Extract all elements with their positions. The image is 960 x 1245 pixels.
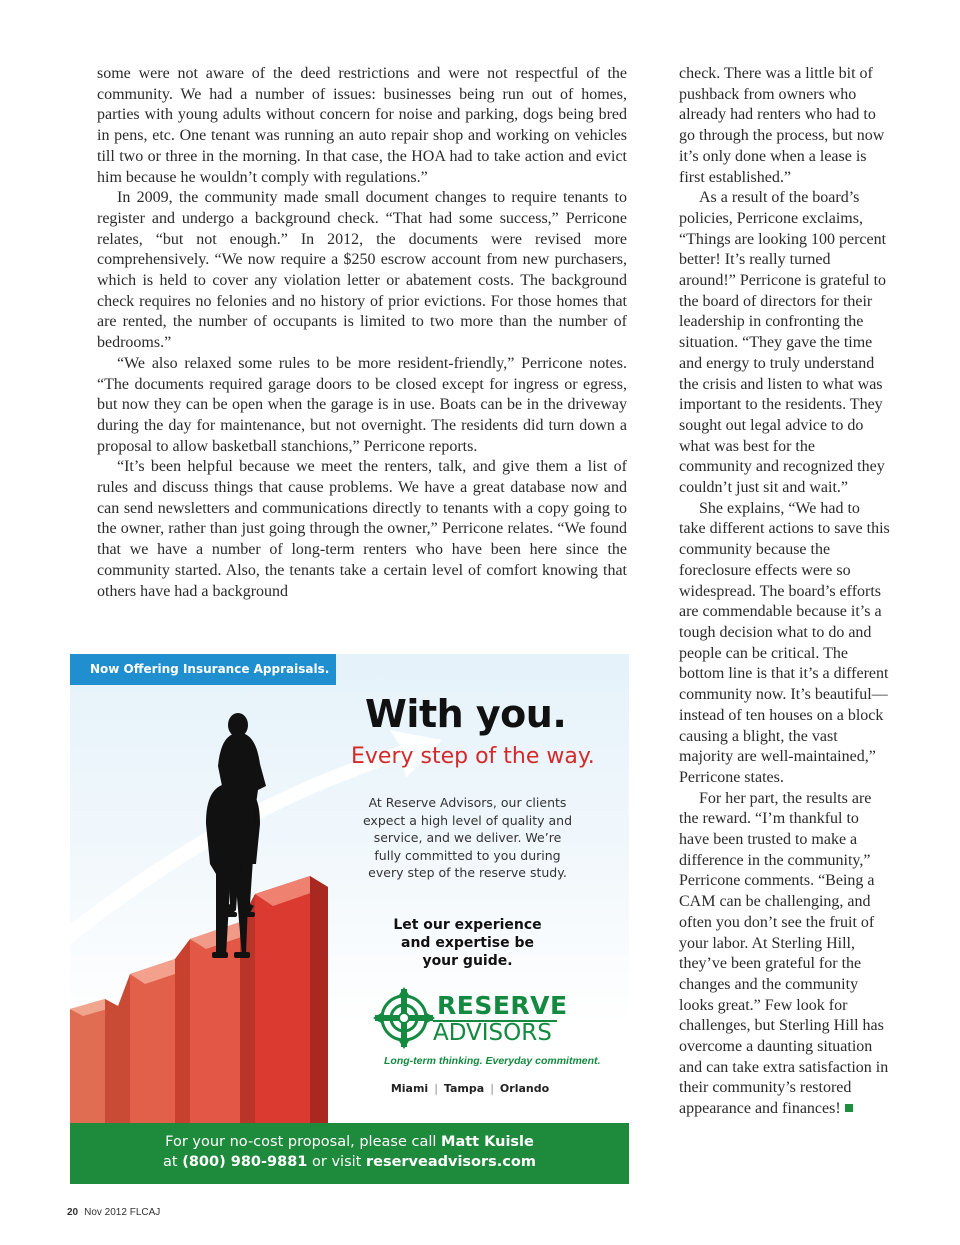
article-paragraph: some were not aware of the deed restrictions and were not respectful of the community. We had a number of issues: businesses being run out of homes, parties with young adults without concern for noise and parking, dogs being bred in pens, etc. One tenant was running an auto repair shop and working on vehicles till two or three in the morning. In that case, the HOA had to take action and evict him because he wouldn’t comply with regulations.” bbox=[97, 65, 627, 186]
ad-call-to-action: Let our experience and expertise be your guide. bbox=[393, 917, 542, 969]
issue-label: Nov 2012 FLCAJ bbox=[84, 1207, 161, 1218]
website-link[interactable]: reserveadvisors.com bbox=[365, 1154, 536, 1170]
final-paragraph-text: For her part, the results are the reward. “I’m thankful to have been trusted to make a difference in the community,” Perricone comments. “Being a CAM can be challenging, and often you don’t see the fruit of your labor. At Sterling Hill, they’ve been grateful for the changes and the community looks great.” Few look for challenges, but Sterling Hill has overcome a daunting situation and can take extra satisfaction in their community’s restored appearance and finances! bbox=[679, 789, 889, 1118]
insurance-appraisals-tab: Now Offering Insurance Appraisals. bbox=[70, 654, 336, 685]
reserve-advisors-advertisement[interactable] bbox=[70, 654, 629, 1184]
reserve-advisors-logo-icon bbox=[373, 987, 435, 1049]
city-separator: | bbox=[490, 1082, 494, 1095]
city-tampa: Tampa bbox=[443, 1082, 485, 1095]
page-folio bbox=[67, 1207, 160, 1218]
end-of-article-mark bbox=[845, 1104, 853, 1112]
logo-name-reserve: RESERVE bbox=[437, 991, 568, 1020]
footer-call-text: For your no-cost proposal, please call bbox=[165, 1134, 437, 1150]
ad-subhead: Every step of the way. bbox=[351, 744, 595, 769]
logo-tagline: Long-term thinking. Everyday commitment. bbox=[384, 1055, 601, 1067]
right-article-column bbox=[679, 64, 890, 1120]
footer-visit-text: or visit bbox=[312, 1154, 362, 1170]
footer-line-2 bbox=[70, 1152, 629, 1172]
page-number: 20 bbox=[67, 1207, 79, 1218]
contact-name: Matt Kuisle bbox=[441, 1134, 534, 1150]
article-paragraph: check. There was a little bit of pushback from owners who already had renters who had to go through the process, but now it’s only done when a lease is first established.” bbox=[679, 65, 885, 186]
logo-name-advisors: ADVISORS bbox=[433, 1020, 552, 1046]
city-miami: Miami bbox=[390, 1082, 429, 1095]
left-article-column bbox=[97, 64, 627, 602]
footer-line-1 bbox=[70, 1132, 629, 1152]
ad-headline: With you. bbox=[365, 692, 567, 736]
footer-at-text: at bbox=[163, 1154, 178, 1170]
article-paragraph: As a result of the board’s policies, Perricone exclaims, “Things are looking 100 percent better! It’s really turned around!” Perricone is grateful to the board of directors for their leadership in confronting the situation. “They gave the time and energy to truly understand the crisis and listen to what was important to the residents. They sought out legal advice to do what was best for the community and recognized they couldn’t just sit and wait.” bbox=[679, 189, 887, 497]
city-orlando: Orlando bbox=[499, 1082, 550, 1095]
office-cities bbox=[370, 1082, 570, 1095]
article-paragraph-final bbox=[679, 789, 890, 1120]
article-paragraph: She explains, “We had to take different actions to save this community because the foreclosure effects were so widespread. The board’s efforts are commendable because it’s a tough decision what to do and people can be critical. The bottom line is that it’s a different community now. It’s beautiful—instead of ten houses on a block causing a blight, the vast majority are well-maintained,” Perricone states. bbox=[679, 499, 890, 786]
article-paragraph: In 2009, the community made small document changes to require tenants to register and undergo a background check. “That had some success,” Perricone relates, “but not enough.” In 2012, the documents were revised more comprehensively. “We now require a $250 escrow account from new purchasers, which is held to cover any violation letter or abatement costs. The background check requires no felonies and no history of prior evictions. For those homes that are rented, the number of occupants is limited to two more than the number of bedrooms.” bbox=[97, 189, 627, 352]
ad-body-text: At Reserve Advisors, our clients expect a high level of quality and service, and we deliver. We’re fully committed to you during every step of the reserve study. bbox=[362, 795, 573, 880]
contact-phone-link[interactable]: (800) 980-9881 bbox=[182, 1154, 308, 1170]
city-separator: | bbox=[434, 1082, 438, 1095]
ad-contact-footer bbox=[70, 1123, 629, 1184]
article-paragraph: “We also relaxed some rules to be more resident-friendly,” Perricone notes. “The documents required garage doors to be closed except for ingress or egress, but now they can be open when the garage is in use. Boats can be in the driveway during the day for maintenance, but not overnight. The residents did turn down a proposal to allow basketball stanchions,” Perricone reports. bbox=[97, 354, 627, 455]
article-paragraph: “It’s been helpful because we meet the renters, talk, and give them a list of rules and discuss things that cause problems. We have a great database now and can send newsletters and communications directly to tenants with a copy going to the owner, rather than just going through the owner,” Perricone relates. “We found that we have a number of long-term renters who have been here since the community started. Also, the tenants take a certain level of comfort knowing that others have had a background bbox=[97, 458, 627, 600]
